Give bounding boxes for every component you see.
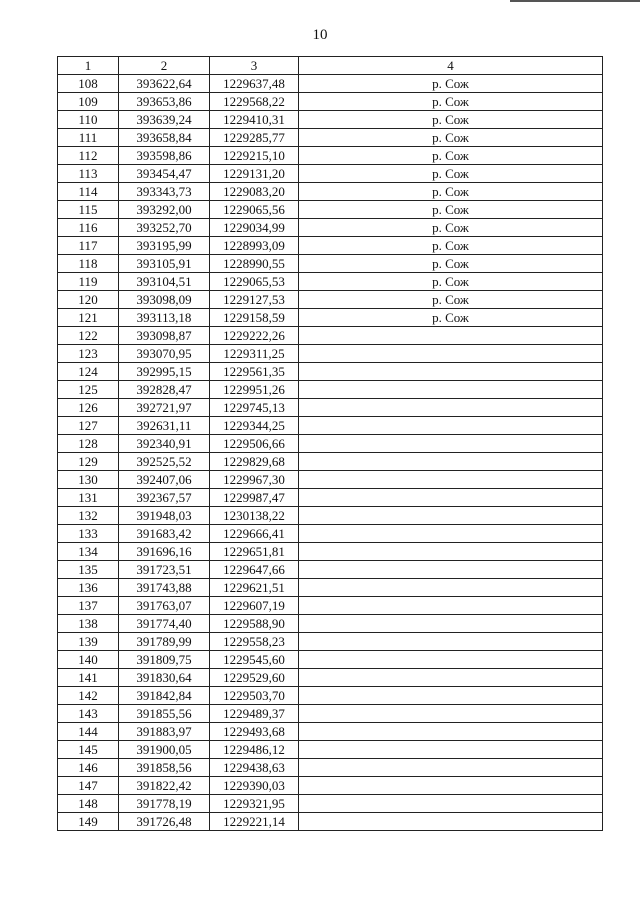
table-row <box>58 759 603 777</box>
note-cell <box>299 651 603 669</box>
table-row <box>58 597 603 615</box>
coord-y-cell: 1229390,03 <box>210 777 299 795</box>
coord-x-cell: 391723,51 <box>119 561 210 579</box>
coord-y-cell: 1229506,66 <box>210 435 299 453</box>
coord-x-cell: 393343,73 <box>119 183 210 201</box>
coord-x-cell: 391743,88 <box>119 579 210 597</box>
table-row <box>58 75 603 93</box>
note-cell <box>299 525 603 543</box>
table-row <box>58 525 603 543</box>
table-row <box>58 795 603 813</box>
point-number-cell: 120 <box>58 291 119 309</box>
coord-x-cell: 391696,16 <box>119 543 210 561</box>
point-number-cell: 149 <box>58 813 119 831</box>
coord-x-cell: 393113,18 <box>119 309 210 327</box>
coord-y-cell: 1229285,77 <box>210 129 299 147</box>
coord-x-cell: 393292,00 <box>119 201 210 219</box>
table-row <box>58 723 603 741</box>
note-cell <box>299 489 603 507</box>
table-row <box>58 399 603 417</box>
note-cell <box>299 723 603 741</box>
coord-y-cell: 1229489,37 <box>210 705 299 723</box>
coord-y-cell: 1229065,56 <box>210 201 299 219</box>
point-number-cell: 116 <box>58 219 119 237</box>
coord-x-cell: 391858,56 <box>119 759 210 777</box>
coord-y-cell: 1229083,20 <box>210 183 299 201</box>
coord-y-cell: 1229967,30 <box>210 471 299 489</box>
note-cell <box>299 471 603 489</box>
table-row <box>58 489 603 507</box>
coord-x-cell: 393098,87 <box>119 327 210 345</box>
table-row <box>58 93 603 111</box>
table-row <box>58 813 603 831</box>
note-cell <box>299 345 603 363</box>
coord-x-cell: 393104,51 <box>119 273 210 291</box>
point-number-cell: 122 <box>58 327 119 345</box>
table-row <box>58 561 603 579</box>
note-cell: р. Сож <box>299 111 603 129</box>
coord-x-cell: 393070,95 <box>119 345 210 363</box>
table-row <box>58 363 603 381</box>
point-number-cell: 134 <box>58 543 119 561</box>
table-row <box>58 615 603 633</box>
coord-y-cell: 1229545,60 <box>210 651 299 669</box>
table-body <box>58 75 603 831</box>
note-cell <box>299 669 603 687</box>
coord-y-cell: 1229410,31 <box>210 111 299 129</box>
point-number-cell: 117 <box>58 237 119 255</box>
note-cell <box>299 759 603 777</box>
note-cell <box>299 615 603 633</box>
note-cell <box>299 597 603 615</box>
point-number-cell: 143 <box>58 705 119 723</box>
table-row <box>58 651 603 669</box>
point-number-cell: 123 <box>58 345 119 363</box>
coord-y-cell: 1229558,23 <box>210 633 299 651</box>
table-row <box>58 777 603 795</box>
coord-x-cell: 391830,64 <box>119 669 210 687</box>
note-cell <box>299 417 603 435</box>
table-row <box>58 579 603 597</box>
table-row <box>58 669 603 687</box>
coord-y-cell: 1229222,26 <box>210 327 299 345</box>
point-number-cell: 114 <box>58 183 119 201</box>
note-cell: р. Сож <box>299 165 603 183</box>
table-row <box>58 543 603 561</box>
point-number-cell: 127 <box>58 417 119 435</box>
coord-y-cell: 1228993,09 <box>210 237 299 255</box>
coord-x-cell: 391789,99 <box>119 633 210 651</box>
coord-x-cell: 392407,06 <box>119 471 210 489</box>
note-cell <box>299 741 603 759</box>
point-number-cell: 139 <box>58 633 119 651</box>
table-row <box>58 741 603 759</box>
table-row <box>58 345 603 363</box>
note-cell <box>299 579 603 597</box>
coord-y-cell: 1229987,47 <box>210 489 299 507</box>
coord-x-cell: 393658,84 <box>119 129 210 147</box>
coord-y-cell: 1229215,10 <box>210 147 299 165</box>
note-cell <box>299 813 603 831</box>
point-number-cell: 147 <box>58 777 119 795</box>
coord-x-cell: 393098,09 <box>119 291 210 309</box>
coord-y-cell: 1229503,70 <box>210 687 299 705</box>
coord-y-cell: 1229438,63 <box>210 759 299 777</box>
coord-x-cell: 392367,57 <box>119 489 210 507</box>
table-row <box>58 435 603 453</box>
coord-x-cell: 393195,99 <box>119 237 210 255</box>
point-number-cell: 108 <box>58 75 119 93</box>
coord-y-cell: 1229311,25 <box>210 345 299 363</box>
coord-y-cell: 1229651,81 <box>210 543 299 561</box>
table-row <box>58 291 603 309</box>
point-number-cell: 111 <box>58 129 119 147</box>
note-cell <box>299 687 603 705</box>
note-cell <box>299 777 603 795</box>
coord-x-cell: 392525,52 <box>119 453 210 471</box>
coord-x-cell: 393622,64 <box>119 75 210 93</box>
note-cell <box>299 633 603 651</box>
table-row <box>58 237 603 255</box>
point-number-cell: 124 <box>58 363 119 381</box>
table-row <box>58 381 603 399</box>
coord-x-cell: 393454,47 <box>119 165 210 183</box>
point-number-cell: 144 <box>58 723 119 741</box>
coord-y-cell: 1229637,48 <box>210 75 299 93</box>
coord-y-cell: 1229621,51 <box>210 579 299 597</box>
column-header-4: 4 <box>299 57 603 75</box>
table-row <box>58 111 603 129</box>
note-cell <box>299 561 603 579</box>
point-number-cell: 133 <box>58 525 119 543</box>
column-header-2: 2 <box>119 57 210 75</box>
coord-x-cell: 392995,15 <box>119 363 210 381</box>
note-cell: р. Сож <box>299 219 603 237</box>
coord-y-cell: 1229588,90 <box>210 615 299 633</box>
note-cell <box>299 507 603 525</box>
column-header-3: 3 <box>210 57 299 75</box>
table-row <box>58 633 603 651</box>
point-number-cell: 121 <box>58 309 119 327</box>
coord-x-cell: 392721,97 <box>119 399 210 417</box>
coord-x-cell: 392631,11 <box>119 417 210 435</box>
coord-y-cell: 1229951,26 <box>210 381 299 399</box>
table-row <box>58 273 603 291</box>
table-header-row <box>58 57 603 75</box>
coord-x-cell: 391809,75 <box>119 651 210 669</box>
coord-y-cell: 1229065,53 <box>210 273 299 291</box>
point-number-cell: 113 <box>58 165 119 183</box>
coord-x-cell: 391822,42 <box>119 777 210 795</box>
column-header-1: 1 <box>58 57 119 75</box>
coord-x-cell: 393252,70 <box>119 219 210 237</box>
note-cell: р. Сож <box>299 129 603 147</box>
point-number-cell: 142 <box>58 687 119 705</box>
coord-x-cell: 391778,19 <box>119 795 210 813</box>
point-number-cell: 138 <box>58 615 119 633</box>
coord-y-cell: 1229529,60 <box>210 669 299 687</box>
table-row <box>58 219 603 237</box>
point-number-cell: 131 <box>58 489 119 507</box>
point-number-cell: 140 <box>58 651 119 669</box>
point-number-cell: 135 <box>58 561 119 579</box>
coord-y-cell: 1229745,13 <box>210 399 299 417</box>
point-number-cell: 115 <box>58 201 119 219</box>
table-row <box>58 165 603 183</box>
table-row <box>58 453 603 471</box>
point-number-cell: 110 <box>58 111 119 129</box>
table-row <box>58 255 603 273</box>
coord-x-cell: 391842,84 <box>119 687 210 705</box>
coord-y-cell: 1229034,99 <box>210 219 299 237</box>
note-cell: р. Сож <box>299 273 603 291</box>
scan-edge-line <box>510 0 640 2</box>
coord-y-cell: 1229647,66 <box>210 561 299 579</box>
note-cell: р. Сож <box>299 147 603 165</box>
note-cell <box>299 705 603 723</box>
coord-y-cell: 1229321,95 <box>210 795 299 813</box>
coord-y-cell: 1229486,12 <box>210 741 299 759</box>
point-number-cell: 118 <box>58 255 119 273</box>
table-row <box>58 507 603 525</box>
coord-y-cell: 1230138,22 <box>210 507 299 525</box>
table-row <box>58 327 603 345</box>
coord-x-cell: 391726,48 <box>119 813 210 831</box>
point-number-cell: 137 <box>58 597 119 615</box>
point-number-cell: 136 <box>58 579 119 597</box>
coord-x-cell: 391774,40 <box>119 615 210 633</box>
note-cell <box>299 381 603 399</box>
coord-y-cell: 1229607,19 <box>210 597 299 615</box>
coord-y-cell: 1229568,22 <box>210 93 299 111</box>
note-cell: р. Сож <box>299 183 603 201</box>
coord-y-cell: 1229666,41 <box>210 525 299 543</box>
point-number-cell: 148 <box>58 795 119 813</box>
note-cell: р. Сож <box>299 309 603 327</box>
note-cell <box>299 363 603 381</box>
point-number-cell: 125 <box>58 381 119 399</box>
point-number-cell: 145 <box>58 741 119 759</box>
page-number: 10 <box>312 27 328 43</box>
table-row <box>58 309 603 327</box>
table-row <box>58 183 603 201</box>
coord-x-cell: 391855,56 <box>119 705 210 723</box>
table-row <box>58 129 603 147</box>
coord-y-cell: 1229127,53 <box>210 291 299 309</box>
table-row <box>58 705 603 723</box>
coord-y-cell: 1229344,25 <box>210 417 299 435</box>
coord-y-cell: 1229131,20 <box>210 165 299 183</box>
coord-x-cell: 393639,24 <box>119 111 210 129</box>
table-row <box>58 147 603 165</box>
note-cell: р. Сож <box>299 75 603 93</box>
point-number-cell: 129 <box>58 453 119 471</box>
coord-x-cell: 391883,97 <box>119 723 210 741</box>
coord-x-cell: 391948,03 <box>119 507 210 525</box>
coord-x-cell: 391900,05 <box>119 741 210 759</box>
point-number-cell: 146 <box>58 759 119 777</box>
point-number-cell: 126 <box>58 399 119 417</box>
coord-x-cell: 393105,91 <box>119 255 210 273</box>
point-number-cell: 141 <box>58 669 119 687</box>
note-cell: р. Сож <box>299 237 603 255</box>
note-cell <box>299 453 603 471</box>
point-number-cell: 128 <box>58 435 119 453</box>
point-number-cell: 119 <box>58 273 119 291</box>
note-cell: р. Сож <box>299 291 603 309</box>
coord-y-cell: 1229221,14 <box>210 813 299 831</box>
point-number-cell: 109 <box>58 93 119 111</box>
coord-x-cell: 392340,91 <box>119 435 210 453</box>
coord-x-cell: 391763,07 <box>119 597 210 615</box>
note-cell <box>299 543 603 561</box>
note-cell <box>299 327 603 345</box>
note-cell <box>299 435 603 453</box>
note-cell: р. Сож <box>299 255 603 273</box>
point-number-cell: 112 <box>58 147 119 165</box>
coord-y-cell: 1229493,68 <box>210 723 299 741</box>
note-cell <box>299 795 603 813</box>
note-cell <box>299 399 603 417</box>
coordinates-table <box>57 56 603 831</box>
coord-x-cell: 393653,86 <box>119 93 210 111</box>
table-row <box>58 201 603 219</box>
coord-x-cell: 393598,86 <box>119 147 210 165</box>
note-cell: р. Сож <box>299 201 603 219</box>
note-cell: р. Сож <box>299 93 603 111</box>
coord-x-cell: 392828,47 <box>119 381 210 399</box>
coord-y-cell: 1229829,68 <box>210 453 299 471</box>
coord-y-cell: 1229158,59 <box>210 309 299 327</box>
table-row <box>58 417 603 435</box>
point-number-cell: 130 <box>58 471 119 489</box>
table-row <box>58 471 603 489</box>
coord-y-cell: 1228990,55 <box>210 255 299 273</box>
coord-y-cell: 1229561,35 <box>210 363 299 381</box>
coord-x-cell: 391683,42 <box>119 525 210 543</box>
table-row <box>58 687 603 705</box>
point-number-cell: 132 <box>58 507 119 525</box>
